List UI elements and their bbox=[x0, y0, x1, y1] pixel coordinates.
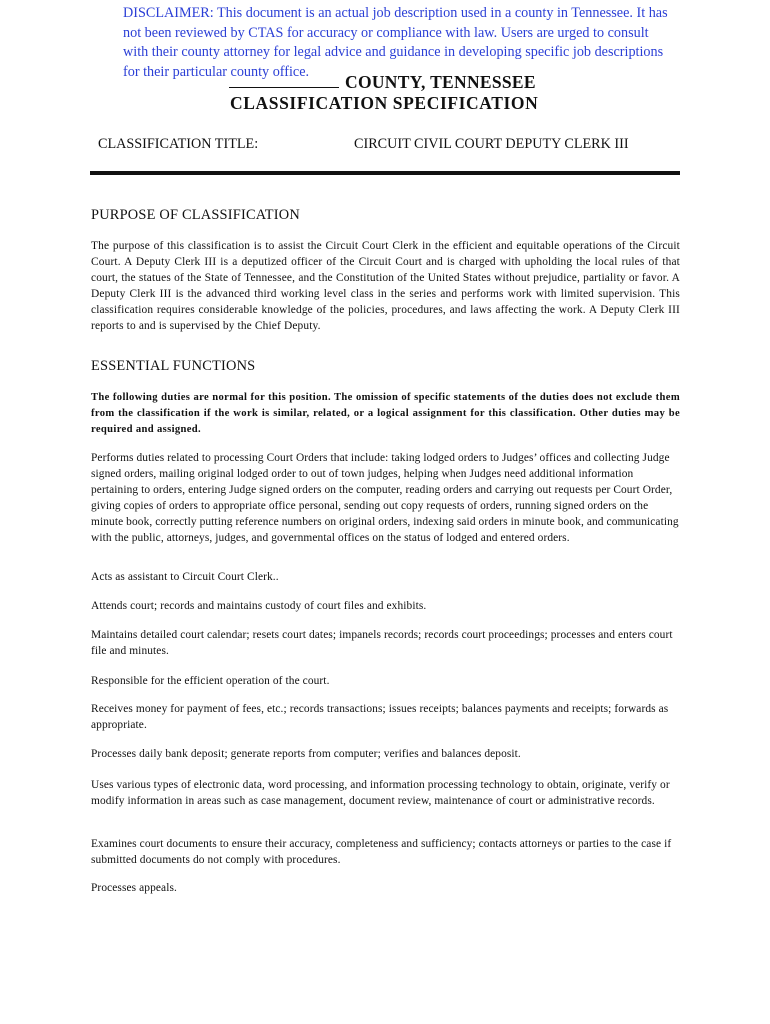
function-paragraph: Uses various types of electronic data, word processing, and information processing technology to obtain, originate, verify or modify information in areas such as case management, document review, maintenance of court or administrative records. bbox=[91, 779, 670, 807]
function-paragraph: Processes daily bank deposit; generate reports from computer; verifies and balances deposit. bbox=[91, 748, 521, 760]
essential-functions-intro: The following duties are normal for this position. The omission of specific statements of the duties does not exclude them from the classification if the work is similar, related, or a logical assignment for this classification. Other duties may be required and assigned. bbox=[91, 392, 680, 435]
function-paragraph: Processes appeals. bbox=[91, 882, 177, 894]
horizontal-divider bbox=[90, 171, 680, 175]
purpose-text: The purpose of this classification is to assist the Circuit Court Clerk in the efficient and equitable operations of the Circuit Court. A Deputy Clerk III is a deputized officer of the Circuit Court and is charged with upholding the local rules of that court, the statues of the State of Tennessee, and the Constitution of the United States without prejudice, partiality or favor. A Deputy Clerk III is the advanced third working level class in the series and performs work with limited supervision. This classification requires considerable knowledge of the policies, procedures, and laws affecting the work. A Deputy Clerk III reports to and is supervised by the Chief Deputy. bbox=[91, 240, 680, 332]
county-name-blank bbox=[229, 71, 339, 88]
purpose-heading: PURPOSE OF CLASSIFICATION bbox=[91, 207, 300, 223]
essential-functions-heading: ESSENTIAL FUNCTIONS bbox=[91, 358, 256, 374]
function-paragraph: Maintains detailed court calendar; resets court dates; impanels records; records court proceedings; processes and enters court file and minutes. bbox=[91, 629, 673, 657]
county-state-text: COUNTY, TENNESSEE bbox=[345, 72, 536, 92]
function-paragraph: Performs duties related to processing Court Orders that include: taking lodged orders to Judges’ offices and collecting Judge signed orders, mailing original lodged order to out of town judges, helping when Judges need additional information pertaining to orders, entering Judge signed orders on the computer, reading orders and carrying out requests per Court Order, giving copies of orders to appropriate office personal, sending out copy requests of orders, running signed orders on the minute book, correctly putting reference numbers on original orders, indexing said orders in minute book, and communicating with the public, attorneys, judges, and governmental offices on the status of lodged and entered orders. bbox=[91, 452, 679, 544]
function-paragraph: Examines court documents to ensure their accuracy, completeness and sufficiency; contacts attorneys or parties to the case if submitted documents do not comply with procedures. bbox=[91, 838, 672, 866]
disclaimer-label: DISCLAIMER: bbox=[123, 5, 214, 21]
classification-title-label: CLASSIFICATION TITLE: bbox=[98, 136, 259, 152]
function-paragraph: Responsible for the efficient operation of the court. bbox=[91, 675, 330, 687]
disclaimer-text: This document is an actual job description used in a county in Tennessee. It has not been reviewed by CTAS for accuracy or compliance with law. Users are urged to consult with their county attorney for legal advice and guidance in developing specific job descriptions for their particular county office. bbox=[123, 5, 668, 80]
classification-title-value: CIRCUIT CIVIL COURT DEPUTY CLERK III bbox=[354, 136, 629, 152]
county-heading bbox=[229, 71, 536, 93]
function-paragraph: Acts as assistant to Circuit Court Clerk.. bbox=[91, 571, 279, 583]
function-paragraph: Receives money for payment of fees, etc.; records transactions; issues receipts; balances payments and receipts; forwards as appropriate. bbox=[91, 703, 669, 731]
function-paragraph: Attends court; records and maintains custody of court files and exhibits. bbox=[91, 600, 427, 612]
specification-title: CLASSIFICATION SPECIFICATION bbox=[230, 93, 539, 113]
